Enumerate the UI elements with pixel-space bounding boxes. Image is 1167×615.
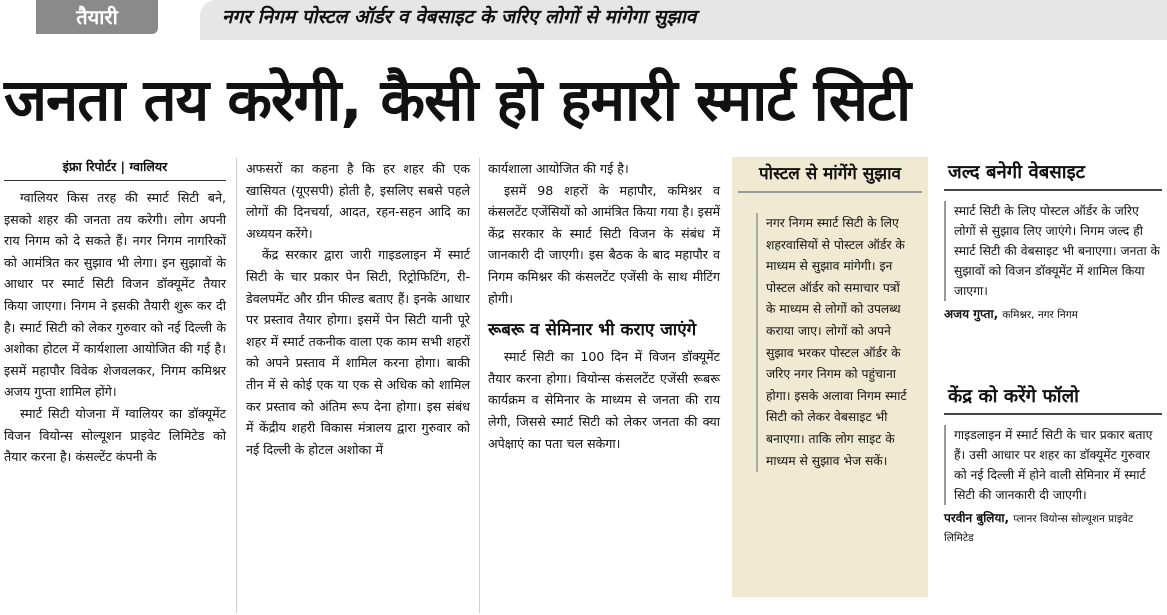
quote-credit — [944, 509, 1162, 547]
paragraph: केंद्र सरकार द्वारा जारी गाइडलाइन में स्मार्ट सिटी के चार प्रकार पेन सिटी, रिट्रोफिटिंग, री-डेवलपमेंट और ग्रीन फील्ड बताए हैं। इनके आधार पर प्रस्ताव तैयार होगा। इसमें पेन सिटी यानी पूरे शहर में स्मार्ट तकनीक वाला एक काम सभी शहरों को अपने प्रस्ताव में शामिल करना होगा। बाकी तीन में से कोई एक या एक से अधिक को शामिल कर प्रस्ताव को अंतिम रूप देना होगा। इस संबंध में केंद्रीय शहरी विकास मंत्रालय द्वारा गुरुवार को नई दिल्ली के होटल अशोका में — [246, 247, 470, 457]
credit-name: अजय गुप्ता, — [944, 307, 999, 321]
side-story-website — [944, 160, 1162, 324]
column-divider — [236, 158, 237, 613]
paragraph: इसमें 98 शहरों के महापौर, कमिश्नर व कंसलटेंट एजेंसियों को आमंत्रित किया गया है। इसमें केंद्र सरकार के स्मार्ट सिटी विजन के संबंध में जानकारी दी जाएगी। इस बैठक के बाद महापौर व निगम कमिश्नर की कंसलटेंट एजेंसी के साथ मीटिंग होगी। — [488, 182, 720, 306]
top-bar — [0, 0, 1167, 40]
side-story-centre — [944, 384, 1162, 547]
credit-name: परवीन बुलिया, — [944, 511, 1010, 525]
strap-line: नगर निगम पोस्टल ऑर्डर व वेबसाइट के जरिए लोगों से मांगेगा सुझाव — [200, 0, 1167, 40]
paragraph: स्मार्ट सिटी का 100 दिन में विजन डॉक्यूमेंट तैयार करना होगा। वियोन्स कंसलटेंट एजेंसी रूबरू कार्यक्रम व सेमिनार के माध्यम से जनता की राय लेगी, जिससे स्मार्ट सिटी को लेकर जनता की क्या अपेक्षाएं का पता चल सकेगा। — [488, 349, 720, 451]
sidebar-box-postal — [732, 157, 928, 597]
quote-credit — [944, 305, 1162, 324]
side-text: स्मार्ट सिटी के लिए पोस्टल ऑर्डर के जरिए लोगों से सुझाव लिए जाएंगे। निगम जल्द ही स्मार्ट सिटी की वेबसाइट भी बनाएगा। जनता के सुझावों को विजन डॉक्यूमेंट में शामिल किया जाएगा। — [944, 201, 1162, 301]
credit-role: प्लानर वियोन्स सोल्यूशन प्राइवेट लिमिटेड — [944, 513, 1134, 544]
column-divider — [479, 158, 480, 613]
byline: इंफ्रा रिपोर्टर | ग्वालियर — [4, 158, 226, 181]
side-title: जल्द बनेगी वेबसाइट — [944, 160, 1162, 191]
article-column-3 — [488, 158, 720, 454]
box-title: पोस्टल से मांगेंगे सुझाव — [738, 157, 922, 193]
box-text: नगर निगम स्मार्ट सिटी के लिए शहरवासियों से पोस्टल ऑर्डर के माध्यम से सुझाव मांगेगी। इन पोस्टल ऑर्डर को समाचार पत्रों के माध्यम से लोगों को उपलब्ध कराया जाए। लोगों को अपने सुझाव भरकर पोस्टल ऑर्डर के जरिए नगर निगम को पहुंचाना होगा। इसके अलावा निगम स्मार्ट सिटी को लेकर वेबसाइट भी बनाएगा। ताकि लोग साइट के माध्यम से सुझाव भेज सकें। — [756, 213, 910, 472]
headline: जनता तय करेगी, कैसी हो हमारी स्मार्ट सिटी — [4, 66, 911, 134]
article-column-1 — [4, 158, 226, 468]
paragraph: स्मार्ट सिटी योजना में ग्वालियर का डॉक्यूमेंट विजन वियोन्स सोल्यूशन प्राइवेट लिमिटेड को तैयार करना है। कंसल्टेंट कंपनी के — [4, 405, 226, 465]
credit-role: कमिश्नर, नगर निगम — [1002, 309, 1078, 321]
article-column-2 — [246, 158, 470, 460]
section-kicker: तैयारी — [36, 0, 158, 34]
paragraph: अफसरों का कहना है कि हर शहर की एक खासियत (यूएसपी) होती है, इसलिए सबसे पहले लोगों की दिनचर्या, आदत, रहन-सहन आदि का अध्ययन करेंगे। — [246, 161, 470, 241]
paragraph: ग्वालियर किस तरह की स्मार्ट सिटी बने, इसको शहर की जनता तय करेगी। लोग अपनी राय निगम को दे सकते हैं। नगर निगम नागरिकों को आमंत्रित कर सुझाव भी लेगा। इन सुझावों के आधार पर स्मार्ट सिटी विजन डॉक्यूमेंट तैयार किया जाएगा। निगम ने इसकी तैयारी शुरू कर दी है। स्मार्ट सिटी को लेकर गुरुवार को नई दिल्ली के अशोका होटल में कार्यशाला आयोजित की गई है। इसमें महापौर विवेक शेजवलकर, निगम कमिश्नर अजय गुप्ता शामिल होंगे। — [4, 190, 226, 400]
side-text: गाइडलाइन में स्मार्ट सिटी के चार प्रकार बताए हैं। उसी आधार पर शहर का डॉक्यूमेंट गुरुवार को नई दिल्ली में होने वाली सेमिनार में स्मार्ट सिटी की जानकारी दी जाएगी। — [944, 425, 1162, 505]
side-title: केंद्र को करेंगे फॉलो — [944, 384, 1162, 415]
sub-heading: रूबरू व सेमिनार भी कराए जाएंगे — [488, 320, 697, 341]
paragraph: कार्यशाला आयोजित की गई है। — [488, 161, 629, 176]
